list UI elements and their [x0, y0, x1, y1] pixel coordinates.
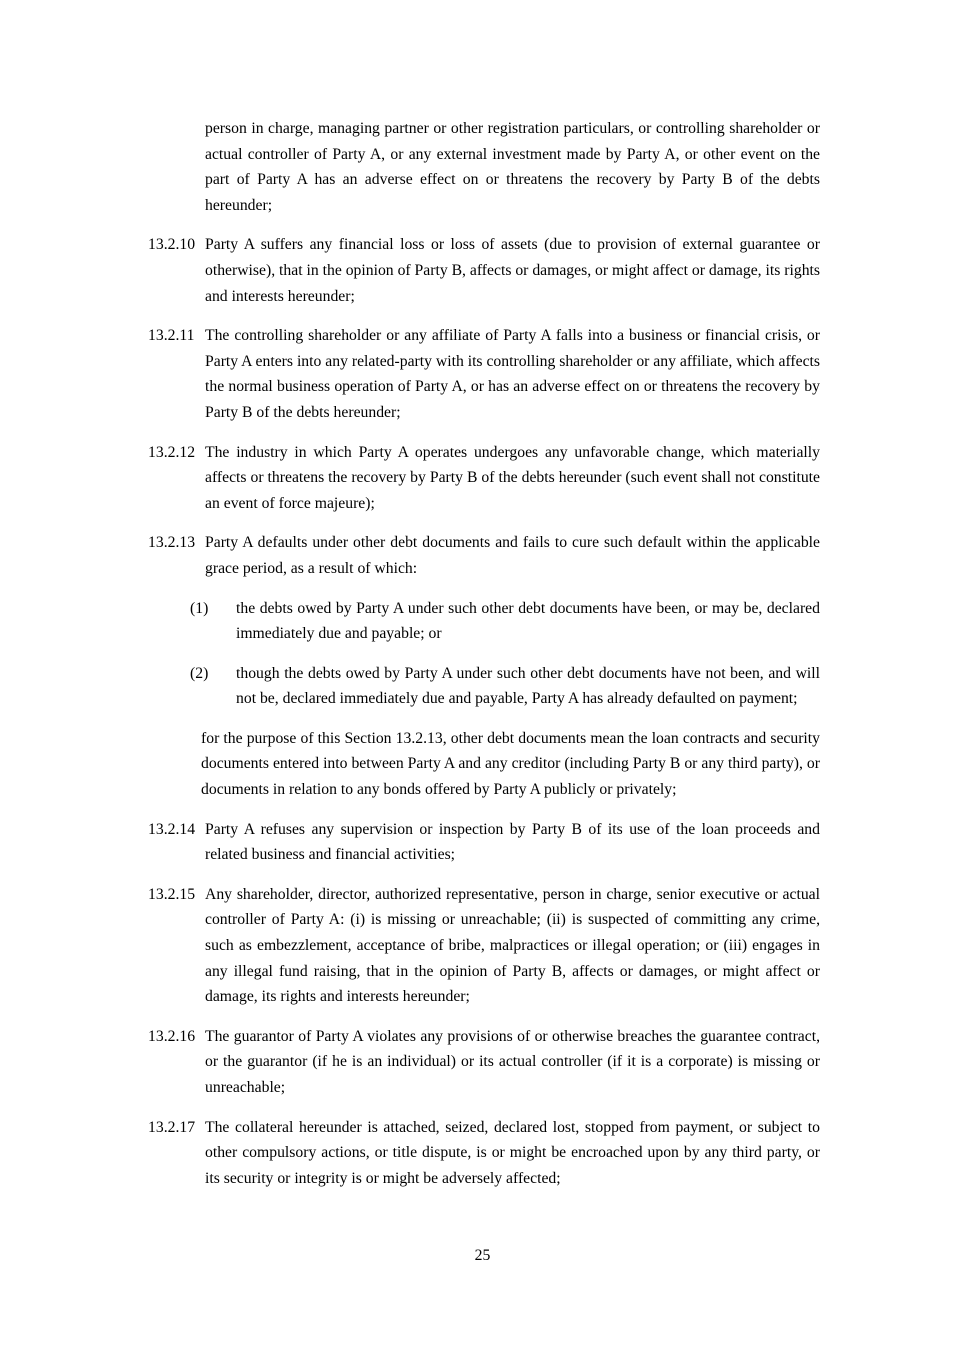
- clause-13-2-14: [148, 817, 820, 868]
- page-number: 25: [474, 1247, 491, 1264]
- clause-text: The industry in which Party A operates undergoes any unfavorable change, which materially affects or threatens the recovery by Party B of the debts hereunder (such event shall not constitute an event of force majeure);: [205, 443, 820, 512]
- clause-number: 13.2.14: [148, 820, 196, 838]
- subclause-2: [190, 661, 820, 712]
- clause-text: The controlling shareholder or any affiliate of Party A falls into a business or financial crisis, or Party A enters into any related-party with its controlling shareholder or any affiliate, which affects the normal business operation of Party A, or has an adverse effect on or threatens the recovery by Party B of the debts hereunder;: [205, 327, 820, 421]
- subclause-text: the debts owed by Party A under such other debt documents have been, or may be, declared immediately due and payable; or: [236, 599, 820, 643]
- clause-13-2-10: [148, 232, 820, 309]
- clause-number: 13.2.11: [148, 327, 195, 345]
- paragraph-note: for the purpose of this Section 13.2.13, other debt documents mean the loan contracts and security documents entered into between Party A and any creditor (including Party B or any third party), or documents in relation to any bonds offered by Party A publicly or privately;: [201, 729, 820, 799]
- clause-number: 13.2.12: [148, 443, 196, 461]
- clause-number: 13.2.15: [148, 885, 196, 903]
- clause-number: 13.2.10: [148, 236, 196, 254]
- subclause-number: (1): [190, 599, 209, 617]
- clause-13-2-16: [148, 1024, 820, 1101]
- clause-number: 13.2.16: [148, 1027, 196, 1045]
- subclause-text: though the debts owed by Party A under such other debt documents have not been, and will not be, declared immediately due and payable, Party A has already defaulted on payment;: [236, 664, 820, 708]
- clause-13-2-13: [148, 530, 820, 581]
- clause-text: The guarantor of Party A violates any provisions of or otherwise breaches the guarantee contract, or the guarantor (if he is an individual) or its actual controller (if it is a corporate) is missing or unreachable;: [205, 1027, 820, 1096]
- clause-13-2-12: [148, 440, 820, 517]
- clause-number: 13.2.17: [148, 1118, 196, 1136]
- clause-text: The collateral hereunder is attached, seized, declared lost, stopped from payment, or subject to other compulsory actions, or title dispute, is or might be encroached upon by any third party, or its security or integrity is or might be adversely affected;: [205, 1118, 820, 1187]
- subclause-number: (2): [190, 664, 209, 682]
- clause-text: Any shareholder, director, authorized representative, person in charge, senior executive or actual controller of Party A: (i) is missing or unreachable; (ii) is suspected of committing any crime, such as embezzlement, acceptance of bribe, malpractices or illegal operation; or (iii) engages in any illegal fund raising, that in the opinion of Party B, affects or damages, or might affect or damage, its rights and interests hereunder;: [205, 885, 820, 1006]
- clause-13-2-15: [148, 882, 820, 1010]
- clause-number: 13.2.13: [148, 534, 196, 552]
- clause-13-2-17: [148, 1115, 820, 1192]
- clause-text: Party A defaults under other debt documents and fails to cure such default within the applicable grace period, as a result of which:: [205, 534, 820, 577]
- clause-text: Party A suffers any financial loss or loss of assets (due to provision of external guarantee or otherwise), that in the opinion of Party B, affects or damages, or might affect or damage, its rights and interests hereunder;: [205, 236, 820, 305]
- clause-13-2-11: [148, 323, 820, 425]
- subclause-1: [190, 596, 820, 647]
- clause-text: Party A refuses any supervision or inspection by Party B of its use of the loan proceeds and related business and financial activities;: [205, 820, 820, 864]
- paragraph-continuation: person in charge, managing partner or other registration particulars, or controlling shareholder or actual controller of Party A, or any external investment made by Party A, or other event on the part of Party A has an adverse effect on or threatens the recovery by Party B of the debts hereunder;: [205, 120, 820, 214]
